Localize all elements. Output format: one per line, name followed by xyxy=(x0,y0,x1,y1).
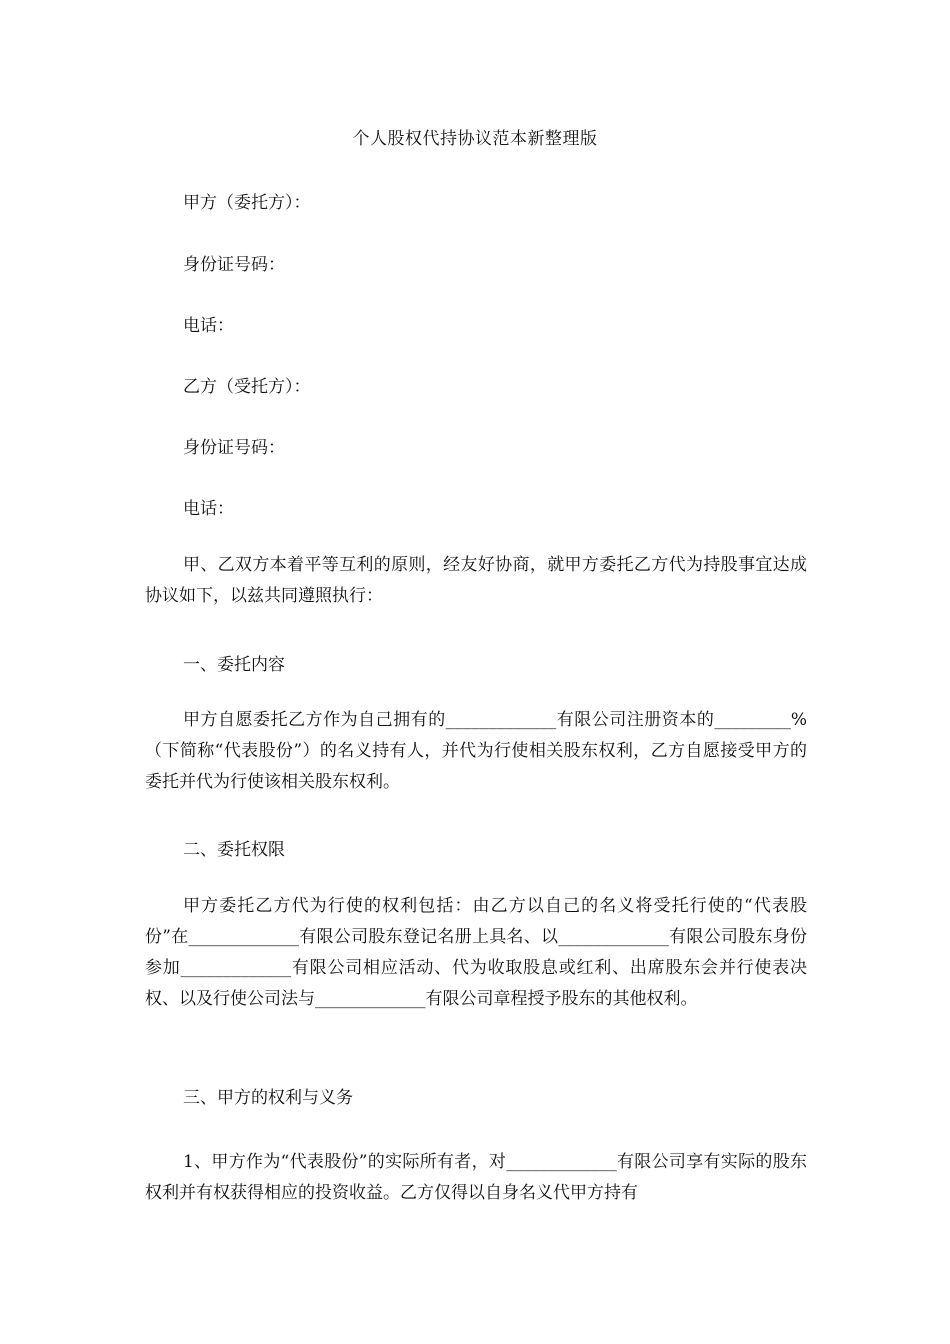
party-a-label: 甲方（委托方）： xyxy=(183,193,311,213)
party-b-phone-label: 电话： xyxy=(183,499,234,519)
section-3-heading: 三、甲方的权利与义务 xyxy=(183,1088,353,1108)
party-a-id-label: 身份证号码： xyxy=(183,255,285,275)
intro-paragraph: 甲、乙双方本着平等互利的原则，经友好协商，就甲方委托乙方代为持股事宜达成协议如下，以兹共同遵照执行： xyxy=(145,555,807,606)
section-1-heading: 一、委托内容 xyxy=(183,655,285,675)
party-b-label: 乙方（受托方）： xyxy=(183,377,311,397)
section-3-item-1: 1、甲方作为“代表股份”的实际所有者，对_____________有限公司享有实际的股东权利并有权获得相应的投资收益。乙方仅得以自身名义代甲方持有 xyxy=(145,1152,807,1203)
party-a-phone-label: 电话： xyxy=(183,316,234,336)
section-1-paragraph: 甲方自愿委托乙方作为自己拥有的_____________有限公司注册资本的_________%（下简称“代表股份”）的名义持有人，并代为行使相关股东权利，乙方自愿接受甲方的委托并代为行使该相关股东权利。 xyxy=(145,710,807,792)
section-2-paragraph: 甲方委托乙方代为行使的权利包括：由乙方以自己的名义将受托行使的“代表股份”在_____________有限公司股东登记名册上具名、以_____________有限公司股东身份参加_____________有限公司相应活动、代为收取股息或红利、出席股东会并行使表决权、以及行使公司法与_____________有限公司章程授予股东的其他权利。 xyxy=(145,896,807,1009)
section-2-heading: 二、委托权限 xyxy=(183,840,285,860)
document-title: 个人股权代持协议范本新整理版 xyxy=(352,129,598,149)
party-b-id-label: 身份证号码： xyxy=(183,438,285,458)
